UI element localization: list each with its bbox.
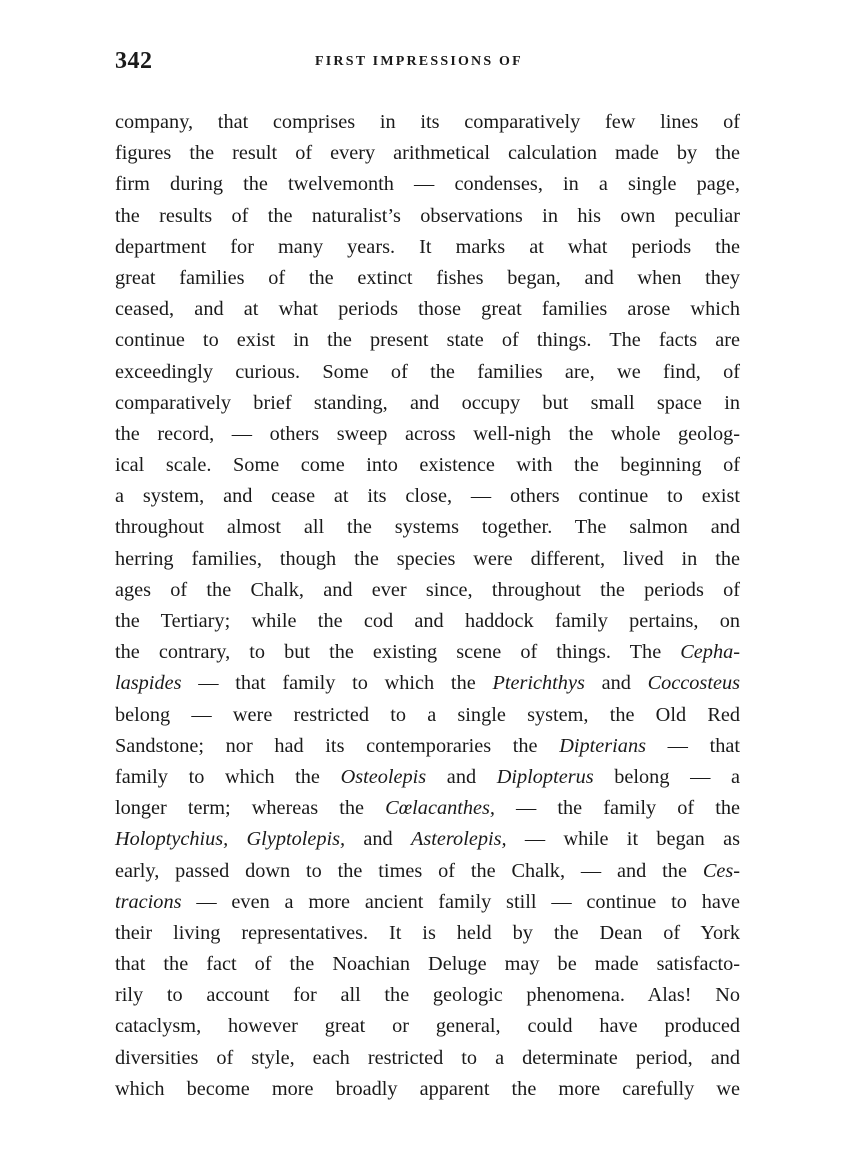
italic-text: Cepha- [680,641,740,664]
italic-text: Asterolepis, [411,828,507,851]
text-line [115,325,740,356]
text-run: firm during the twelvemonth — condenses, in a single page, [115,173,740,196]
running-head: FIRST IMPRESSIONS OF [315,54,523,69]
text-run: early, passed down to the times of the Chalk, — and the [115,859,703,882]
text-line [115,512,740,543]
text-run: exceedingly curious. Some of the families are, we find, of [115,360,740,383]
text-run: rily to account for all the geologic phenomena. Alas! No [115,984,740,1007]
italic-text: Pterichthys [492,672,585,695]
text-run: and [426,765,497,788]
page-header [115,48,740,78]
text-line [115,824,740,855]
text-line [115,856,740,887]
italic-text: Coccosteus [647,672,740,695]
text-run: comparatively brief standing, and occupy but small space in [115,391,740,414]
page-number: 342 [115,48,153,74]
text-run: cataclysm, however great or general, could have produced [115,1015,740,1038]
text-run: the Tertiary; while the cod and haddock family pertains, on [115,610,740,632]
italic-text: tracions [115,890,182,913]
text-run: that the fact of the Noachian Deluge may be made satisfacto- [115,953,740,976]
text-line [115,606,740,637]
text-line [115,980,740,1011]
text-line [115,107,740,138]
text-run: their living representatives. It is held by the Dean of York [115,921,740,944]
text-line [115,887,740,918]
text-run: — that family to which the [181,672,493,695]
text-run: — while it began as [506,828,740,851]
text-run: department for many years. It marks at what periods the [115,235,740,258]
text-line [115,481,740,512]
text-line [115,232,740,263]
body-text [115,107,740,1105]
italic-text: Glyptolepis, [246,828,346,851]
italic-text: Cœlacanthes, [385,797,495,820]
text-run: continue to exist in the present state of things. The facts are [115,329,740,352]
text-line [115,294,740,325]
text-run [228,828,246,850]
italic-text: laspides [115,672,182,695]
text-run: herring families, though the species were different, lived in the [115,547,740,570]
text-run: — that [645,734,740,757]
text-line [115,169,740,200]
italic-text: Holoptychius, [115,828,229,851]
italic-text: Diplopterus [496,765,594,788]
text-run: family to which the [115,765,341,788]
text-run: ical scale. Some come into existence with the beginning of [115,454,740,477]
text-run: belong — were restricted to a single system, the Old Red [115,703,740,726]
text-line [115,1011,740,1042]
text-run: — the family of the [494,797,740,820]
text-run: company, that comprises in its comparatively few lines of [115,111,740,133]
text-run: belong — a [593,765,740,788]
text-line [115,201,740,232]
text-line [115,138,740,169]
text-line [115,419,740,450]
text-line [115,949,740,980]
text-line [115,668,740,699]
text-line [115,762,740,793]
text-line [115,388,740,419]
text-line [115,357,740,388]
text-line [115,918,740,949]
text-run: — even a more ancient family still — continue to have [181,890,740,913]
text-run: and [584,672,648,695]
text-run: figures the result of every arithmetical calculation made by the [115,142,740,165]
text-line [115,637,740,668]
italic-text: Ces- [702,859,740,882]
text-line [115,544,740,575]
text-line [115,450,740,481]
text-run: diversities of style, each restricted to a determinate period, and [115,1046,740,1069]
text-run: and [345,828,411,851]
text-line [115,1074,740,1105]
text-line [115,575,740,606]
italic-text: Dipterians [559,734,646,757]
text-run: which become more broadly apparent the more carefully we [115,1077,740,1100]
text-line [115,793,740,824]
text-line [115,731,740,762]
text-run: the results of the naturalist’s observations in his own peculiar [115,204,740,227]
text-line [115,700,740,731]
text-run: a system, and cease at its close, — others continue to exist [115,485,740,508]
text-run: Sandstone; nor had its contemporaries the [115,734,560,757]
text-run: longer term; whereas the [115,797,386,820]
text-run: ages of the Chalk, and ever since, throughout the periods of [115,578,740,601]
text-run: throughout almost all the systems together. The salmon and [115,516,740,539]
text-run: the record, — others sweep across well-nigh the whole geolog- [115,422,740,445]
italic-text: Osteolepis [340,765,427,788]
text-run: the contrary, to but the existing scene of things. The [115,641,681,664]
text-line [115,1043,740,1074]
text-line [115,263,740,294]
text-run: ceased, and at what periods those great families arose which [115,298,740,321]
text-run: great families of the extinct fishes began, and when they [115,266,740,289]
